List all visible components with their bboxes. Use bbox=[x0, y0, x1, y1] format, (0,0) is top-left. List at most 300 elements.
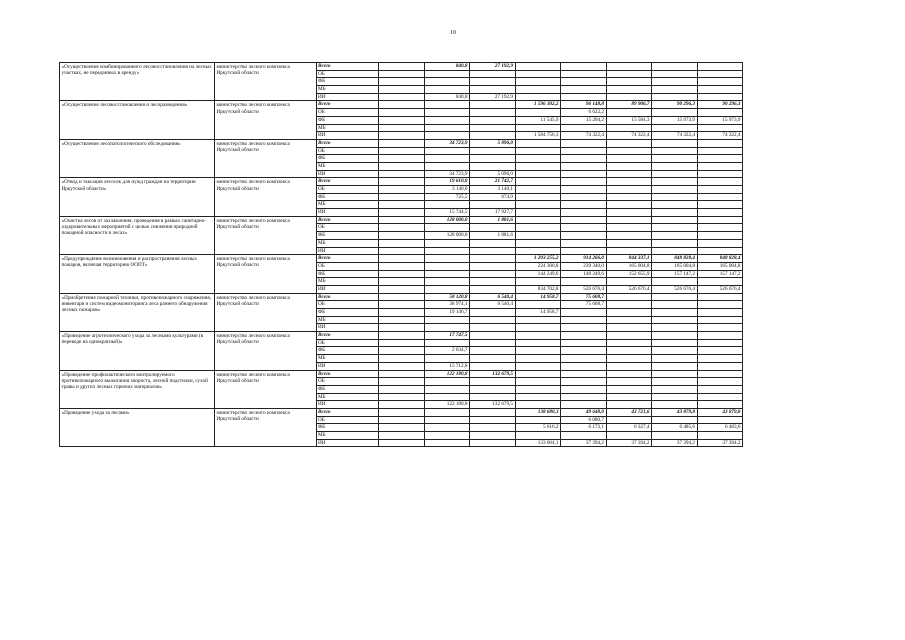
amount-cell bbox=[606, 339, 652, 347]
amount-cell bbox=[606, 316, 652, 324]
amount-cell bbox=[470, 378, 516, 386]
amount-cell: 122 180,8 bbox=[424, 370, 470, 378]
amount-cell: 38 974,1 bbox=[424, 301, 470, 309]
amount-cell bbox=[606, 432, 652, 440]
funding-source-cell: ФБ bbox=[317, 309, 379, 317]
amount-cell: 27 192,9 bbox=[470, 63, 516, 71]
funding-source-cell: ФБ bbox=[317, 155, 379, 163]
amount-cell bbox=[652, 339, 698, 347]
amount-cell: 1 584 756,3 bbox=[515, 132, 561, 140]
amount-cell: 89 906,7 bbox=[606, 101, 652, 109]
amount-cell bbox=[606, 147, 652, 155]
amount-cell bbox=[379, 186, 425, 194]
amount-cell bbox=[379, 178, 425, 186]
funding-source-cell: Всего bbox=[317, 332, 379, 340]
amount-cell bbox=[606, 362, 652, 370]
amount-cell bbox=[561, 385, 607, 393]
amount-cell bbox=[652, 432, 698, 440]
amount-cell bbox=[424, 162, 470, 170]
amount-cell: 19 610,0 bbox=[424, 178, 470, 186]
amount-cell bbox=[606, 124, 652, 132]
amount-cell bbox=[515, 86, 561, 94]
amount-cell bbox=[697, 155, 743, 163]
amount-cell bbox=[379, 408, 425, 416]
amount-cell bbox=[697, 93, 743, 101]
amount-cell bbox=[379, 201, 425, 209]
amount-cell bbox=[515, 239, 561, 247]
amount-cell: 5 096,0 bbox=[470, 170, 516, 178]
amount-cell bbox=[606, 109, 652, 117]
funding-source-cell: ОБ bbox=[317, 109, 379, 117]
table-row bbox=[60, 293, 743, 301]
funding-source-cell: Всего bbox=[317, 370, 379, 378]
amount-cell bbox=[606, 401, 652, 409]
executor-name: министерство лесного комплекса Иркутской области bbox=[215, 216, 317, 254]
amount-cell bbox=[697, 239, 743, 247]
amount-cell: 17 927,7 bbox=[470, 209, 516, 217]
amount-cell bbox=[561, 232, 607, 240]
amount-cell bbox=[561, 193, 607, 201]
amount-cell bbox=[652, 147, 698, 155]
amount-cell bbox=[470, 309, 516, 317]
amount-cell bbox=[697, 139, 743, 147]
amount-cell: 6 540,4 bbox=[470, 301, 516, 309]
funding-source-cell: ОБ bbox=[317, 224, 379, 232]
amount-cell bbox=[470, 270, 516, 278]
amount-cell bbox=[470, 432, 516, 440]
amount-cell bbox=[561, 209, 607, 217]
activity-name: «Проведение агротехнического ухода за лесными культурами (в переводе на однократный)» bbox=[60, 332, 215, 370]
amount-cell: 1 881,6 bbox=[470, 216, 516, 224]
amount-cell bbox=[697, 347, 743, 355]
amount-cell bbox=[470, 362, 516, 370]
amount-cell bbox=[379, 93, 425, 101]
amount-cell bbox=[606, 378, 652, 386]
amount-cell bbox=[470, 424, 516, 432]
amount-cell: 3 140,1 bbox=[470, 186, 516, 194]
amount-cell: 848 828,4 bbox=[697, 255, 743, 263]
amount-cell bbox=[697, 162, 743, 170]
funding-table bbox=[59, 62, 743, 447]
amount-cell bbox=[424, 78, 470, 86]
amount-cell bbox=[561, 186, 607, 194]
amount-cell: 75 608,7 bbox=[561, 293, 607, 301]
funding-source-cell: ИИ bbox=[317, 401, 379, 409]
amount-cell: 3 140,0 bbox=[424, 186, 470, 194]
executor-name: министерство лесного комплекса Иркутской области bbox=[215, 293, 317, 331]
amount-cell: 6 327,4 bbox=[606, 424, 652, 432]
amount-cell bbox=[515, 63, 561, 71]
funding-source-cell: ФБ bbox=[317, 116, 379, 124]
amount-cell bbox=[606, 393, 652, 401]
amount-cell bbox=[606, 347, 652, 355]
activity-name: «Предупреждение возникновения и распространения лесных пожаров, включая территорию ООПТ» bbox=[60, 255, 215, 293]
amount-cell bbox=[515, 362, 561, 370]
amount-cell bbox=[561, 201, 607, 209]
amount-cell bbox=[652, 155, 698, 163]
amount-cell bbox=[424, 393, 470, 401]
amount-cell bbox=[470, 224, 516, 232]
amount-cell bbox=[515, 332, 561, 340]
amount-cell bbox=[561, 78, 607, 86]
amount-cell bbox=[697, 147, 743, 155]
activity-name: «Приобретение пожарной техники, противопожарного снаряжения, инвентаря и систем видеомониторинга леса раннего обнаружения лесных пожаров» bbox=[60, 293, 215, 331]
amount-cell bbox=[652, 370, 698, 378]
amount-cell bbox=[697, 339, 743, 347]
amount-cell bbox=[424, 270, 470, 278]
amount-cell bbox=[561, 216, 607, 224]
amount-cell bbox=[470, 316, 516, 324]
amount-cell bbox=[652, 324, 698, 332]
amount-cell bbox=[606, 224, 652, 232]
table-row bbox=[60, 332, 743, 340]
funding-source-cell: Всего bbox=[317, 63, 379, 71]
executor-name: министерство лесного комплекса Иркутской области bbox=[215, 370, 317, 408]
amount-cell bbox=[561, 93, 607, 101]
amount-cell bbox=[379, 339, 425, 347]
funding-source-cell: ОБ bbox=[317, 186, 379, 194]
amount-cell bbox=[561, 124, 607, 132]
amount-cell: 74 322,4 bbox=[697, 132, 743, 140]
amount-cell: 165 004,8 bbox=[652, 262, 698, 270]
funding-source-cell: МБ bbox=[317, 86, 379, 94]
amount-cell bbox=[561, 162, 607, 170]
amount-cell bbox=[470, 101, 516, 109]
amount-cell bbox=[379, 332, 425, 340]
amount-cell bbox=[515, 401, 561, 409]
amount-cell bbox=[515, 70, 561, 78]
amount-cell: 21 742,7 bbox=[470, 178, 516, 186]
amount-cell bbox=[470, 324, 516, 332]
amount-cell bbox=[606, 278, 652, 286]
amount-cell bbox=[697, 370, 743, 378]
amount-cell bbox=[606, 332, 652, 340]
amount-cell bbox=[379, 416, 425, 424]
amount-cell bbox=[606, 63, 652, 71]
amount-cell bbox=[652, 70, 698, 78]
amount-cell bbox=[606, 70, 652, 78]
amount-cell bbox=[697, 293, 743, 301]
amount-cell bbox=[379, 78, 425, 86]
amount-cell: 132 679,5 bbox=[470, 370, 516, 378]
amount-cell: 132 679,5 bbox=[470, 401, 516, 409]
amount-cell bbox=[424, 132, 470, 140]
funding-source-cell: ИИ bbox=[317, 324, 379, 332]
amount-cell bbox=[379, 255, 425, 263]
amount-cell bbox=[697, 224, 743, 232]
funding-source-cell: Всего bbox=[317, 216, 379, 224]
amount-cell bbox=[561, 339, 607, 347]
amount-cell: 840,8 bbox=[424, 63, 470, 71]
amount-cell bbox=[379, 224, 425, 232]
amount-cell bbox=[561, 147, 607, 155]
amount-cell bbox=[470, 285, 516, 293]
amount-cell bbox=[470, 393, 516, 401]
amount-cell bbox=[652, 239, 698, 247]
amount-cell bbox=[697, 186, 743, 194]
funding-source-cell: Всего bbox=[317, 101, 379, 109]
amount-cell bbox=[606, 309, 652, 317]
amount-cell bbox=[652, 78, 698, 86]
funding-source-cell: МБ bbox=[317, 162, 379, 170]
amount-cell bbox=[515, 170, 561, 178]
amount-cell bbox=[515, 301, 561, 309]
amount-cell bbox=[697, 247, 743, 255]
amount-cell bbox=[697, 378, 743, 386]
amount-cell bbox=[515, 278, 561, 286]
table-row bbox=[60, 370, 743, 378]
funding-source-cell: МБ bbox=[317, 201, 379, 209]
amount-cell bbox=[379, 155, 425, 163]
amount-cell: 74 322,4 bbox=[561, 132, 607, 140]
funding-source-cell: ОБ bbox=[317, 301, 379, 309]
amount-cell bbox=[379, 432, 425, 440]
amount-cell: 34 723,9 bbox=[424, 139, 470, 147]
amount-cell bbox=[606, 186, 652, 194]
funding-source-cell: ИИ bbox=[317, 439, 379, 447]
amount-cell bbox=[697, 393, 743, 401]
amount-cell bbox=[652, 355, 698, 363]
amount-cell bbox=[515, 316, 561, 324]
amount-cell bbox=[470, 124, 516, 132]
amount-cell bbox=[470, 416, 516, 424]
funding-source-cell: ИИ bbox=[317, 247, 379, 255]
amount-cell: 43 879,8 bbox=[652, 408, 698, 416]
amount-cell bbox=[470, 262, 516, 270]
amount-cell bbox=[561, 224, 607, 232]
amount-cell bbox=[561, 370, 607, 378]
amount-cell bbox=[606, 416, 652, 424]
amount-cell: 165 004,8 bbox=[606, 262, 652, 270]
amount-cell: 6 540,4 bbox=[470, 293, 516, 301]
amount-cell bbox=[652, 247, 698, 255]
amount-cell bbox=[379, 347, 425, 355]
amount-cell bbox=[606, 209, 652, 217]
amount-cell: 15 584,3 bbox=[606, 116, 652, 124]
amount-cell bbox=[515, 147, 561, 155]
amount-cell: 49 648,0 bbox=[561, 408, 607, 416]
amount-cell: 224 300,8 bbox=[515, 262, 561, 270]
amount-cell bbox=[379, 116, 425, 124]
amount-cell bbox=[379, 285, 425, 293]
amount-cell: 157 147,2 bbox=[697, 270, 743, 278]
funding-source-cell: МБ bbox=[317, 239, 379, 247]
amount-cell: 15 973,9 bbox=[652, 116, 698, 124]
funding-source-cell: Всего bbox=[317, 178, 379, 186]
amount-cell bbox=[424, 255, 470, 263]
amount-cell bbox=[652, 162, 698, 170]
funding-source-cell: ИИ bbox=[317, 93, 379, 101]
funding-source-cell: ФБ bbox=[317, 385, 379, 393]
amount-cell bbox=[652, 401, 698, 409]
amount-cell: 5 616,2 bbox=[515, 424, 561, 432]
amount-cell bbox=[379, 162, 425, 170]
amount-cell bbox=[379, 247, 425, 255]
amount-cell: 43 721,6 bbox=[606, 408, 652, 416]
amount-cell bbox=[379, 147, 425, 155]
amount-cell bbox=[424, 247, 470, 255]
amount-cell bbox=[561, 355, 607, 363]
funding-source-cell: ИИ bbox=[317, 362, 379, 370]
amount-cell bbox=[561, 362, 607, 370]
amount-cell bbox=[606, 155, 652, 163]
amount-cell bbox=[652, 316, 698, 324]
amount-cell bbox=[515, 370, 561, 378]
funding-source-cell: ФБ bbox=[317, 270, 379, 278]
funding-source-cell: ОБ bbox=[317, 147, 379, 155]
amount-cell bbox=[379, 70, 425, 78]
funding-source-cell: Всего bbox=[317, 408, 379, 416]
amount-cell: 844 337,1 bbox=[606, 255, 652, 263]
amount-cell bbox=[379, 132, 425, 140]
amount-cell bbox=[470, 78, 516, 86]
amount-cell bbox=[652, 63, 698, 71]
amount-cell bbox=[470, 86, 516, 94]
amount-cell bbox=[515, 393, 561, 401]
funding-source-cell: ИИ bbox=[317, 170, 379, 178]
funding-source-cell: МБ bbox=[317, 355, 379, 363]
amount-cell bbox=[379, 362, 425, 370]
amount-cell bbox=[470, 132, 516, 140]
amount-cell bbox=[379, 109, 425, 117]
amount-cell bbox=[652, 93, 698, 101]
amount-cell bbox=[606, 370, 652, 378]
amount-cell bbox=[424, 101, 470, 109]
amount-cell: 43 879,8 bbox=[697, 408, 743, 416]
amount-cell bbox=[697, 309, 743, 317]
amount-cell bbox=[652, 232, 698, 240]
amount-cell bbox=[470, 255, 516, 263]
amount-cell: 157 147,2 bbox=[652, 270, 698, 278]
amount-cell bbox=[652, 301, 698, 309]
amount-cell bbox=[424, 339, 470, 347]
amount-cell bbox=[379, 439, 425, 447]
amount-cell bbox=[470, 239, 516, 247]
amount-cell bbox=[424, 432, 470, 440]
amount-cell: 14 958,7 bbox=[515, 293, 561, 301]
table-row bbox=[60, 178, 743, 186]
amount-cell: 5 096,0 bbox=[470, 139, 516, 147]
funding-source-cell: Всего bbox=[317, 255, 379, 263]
activity-name: «Отвод и таксация лесосек для нужд граждан на территории Иркутской области» bbox=[60, 178, 215, 216]
amount-cell bbox=[379, 355, 425, 363]
amount-cell bbox=[561, 401, 607, 409]
amount-cell: 914 266,0 bbox=[561, 255, 607, 263]
amount-cell bbox=[424, 324, 470, 332]
amount-cell bbox=[697, 385, 743, 393]
amount-cell bbox=[652, 170, 698, 178]
amount-cell: 1 881,6 bbox=[470, 232, 516, 240]
amount-cell bbox=[424, 147, 470, 155]
amount-cell bbox=[424, 285, 470, 293]
amount-cell bbox=[424, 378, 470, 386]
amount-cell bbox=[652, 332, 698, 340]
amount-cell: 11 545,9 bbox=[515, 116, 561, 124]
amount-cell bbox=[379, 216, 425, 224]
amount-cell bbox=[379, 262, 425, 270]
amount-cell: 90 296,3 bbox=[652, 101, 698, 109]
amount-cell bbox=[606, 139, 652, 147]
amount-cell bbox=[606, 385, 652, 393]
amount-cell bbox=[606, 239, 652, 247]
amount-cell bbox=[515, 162, 561, 170]
funding-source-cell: ОБ bbox=[317, 70, 379, 78]
amount-cell bbox=[379, 393, 425, 401]
amount-cell bbox=[697, 209, 743, 217]
amount-cell bbox=[606, 324, 652, 332]
amount-cell bbox=[515, 139, 561, 147]
amount-cell bbox=[470, 439, 516, 447]
amount-cell bbox=[561, 332, 607, 340]
amount-cell: 128 000,0 bbox=[424, 216, 470, 224]
amount-cell bbox=[515, 339, 561, 347]
amount-cell bbox=[561, 378, 607, 386]
amount-cell: 526 676,4 bbox=[697, 285, 743, 293]
amount-cell: 14 958,7 bbox=[515, 309, 561, 317]
executor-name: министерство лесного комплекса Иркутской области bbox=[215, 178, 317, 216]
amount-cell: 144 249,6 bbox=[515, 270, 561, 278]
executor-name: министерство лесного комплекса Иркутской области bbox=[215, 255, 317, 293]
amount-cell bbox=[697, 316, 743, 324]
amount-cell bbox=[561, 316, 607, 324]
amount-cell bbox=[697, 401, 743, 409]
amount-cell bbox=[515, 347, 561, 355]
amount-cell bbox=[697, 432, 743, 440]
activity-name: «Осуществление лесопатологического обследования» bbox=[60, 139, 215, 177]
funding-source-cell: ИИ bbox=[317, 285, 379, 293]
amount-cell bbox=[515, 416, 561, 424]
amount-cell: 1 596 302,2 bbox=[515, 101, 561, 109]
amount-cell bbox=[470, 385, 516, 393]
amount-cell: 90 296,3 bbox=[697, 101, 743, 109]
amount-cell bbox=[652, 393, 698, 401]
amount-cell: 74 322,4 bbox=[606, 132, 652, 140]
amount-cell bbox=[697, 216, 743, 224]
amount-cell bbox=[697, 70, 743, 78]
amount-cell bbox=[697, 124, 743, 132]
amount-cell: 834 702,8 bbox=[515, 285, 561, 293]
amount-cell: 58 120,8 bbox=[424, 293, 470, 301]
amount-cell bbox=[424, 201, 470, 209]
amount-cell bbox=[652, 416, 698, 424]
amount-cell bbox=[561, 63, 607, 71]
amount-cell: 725,5 bbox=[424, 193, 470, 201]
amount-cell bbox=[424, 239, 470, 247]
amount-cell bbox=[515, 209, 561, 217]
amount-cell: 6 483,6 bbox=[697, 424, 743, 432]
amount-cell bbox=[379, 370, 425, 378]
amount-cell bbox=[606, 247, 652, 255]
amount-cell bbox=[515, 178, 561, 186]
executor-name: министерство лесного комплекса Иркутской области bbox=[215, 139, 317, 177]
amount-cell bbox=[697, 86, 743, 94]
amount-cell bbox=[652, 293, 698, 301]
amount-cell bbox=[379, 401, 425, 409]
amount-cell: 138 680,3 bbox=[515, 408, 561, 416]
amount-cell bbox=[379, 124, 425, 132]
amount-cell bbox=[424, 424, 470, 432]
activity-name: «Осуществление лесовосстановления и лесоразведения» bbox=[60, 101, 215, 139]
amount-cell bbox=[515, 193, 561, 201]
amount-cell: 674,9 bbox=[470, 193, 516, 201]
amount-cell: 37 394,2 bbox=[652, 439, 698, 447]
amount-cell: 6 485,6 bbox=[652, 424, 698, 432]
amount-cell bbox=[515, 324, 561, 332]
funding-source-cell: ИИ bbox=[317, 132, 379, 140]
amount-cell bbox=[561, 170, 607, 178]
funding-source-cell: ОБ bbox=[317, 416, 379, 424]
amount-cell bbox=[652, 385, 698, 393]
